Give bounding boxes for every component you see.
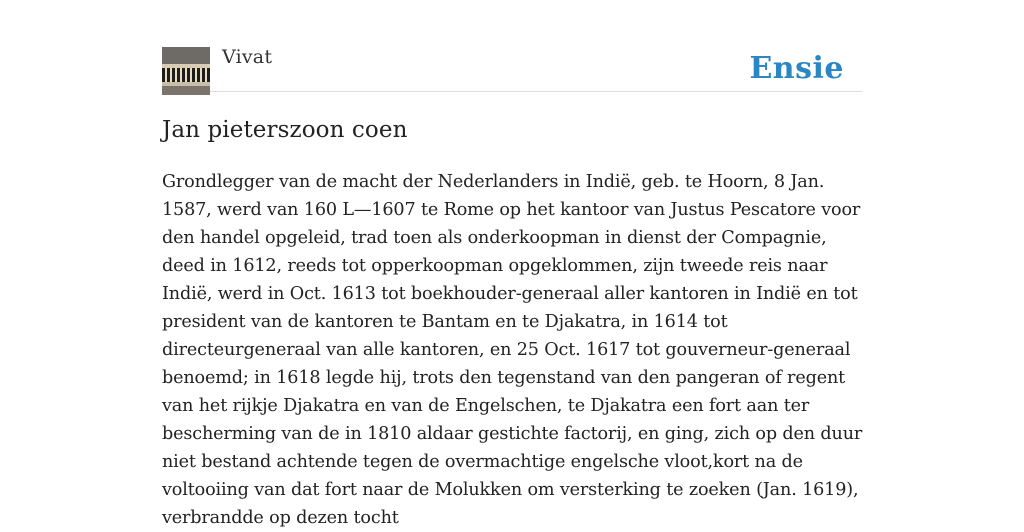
article-body: Grondlegger van de macht der Nederlanders in Indië, geb. te Hoorn, 8 Jan. 1587, werd van 160 L—1607 te Rome op het kantoor van Justus Pescatore voor den handel opgeleid, trad toen als onderkoopman in dienst der Compagnie, deed in 1612, reeds tot opperkoopman opgeklommen, zijn tweede reis naar Indië, werd in Oct. 1613 tot boekhouder-generaal aller kantoren in Indië en tot president van de kantoren te Bantam en te Djakatra, in 1614 tot directeurgeneraal van alle kantoren, en 25 Oct. 1617 tot gouverneur-generaal benoemd; in 1618 legde hij, trots den tegenstand van den pangeran of regent van het rijkje Djakatra en van de Engelschen, te Djakatra een fort aan ter bescherming van de in 1810 aldaar gestichte factorij, en ging, zich op den duur niet bestand achtende tegen de overmachtige engelsche vloot,kort na de voltooiing van dat fort naar de Molukken om versterking te zoeken (Jan. 1619), verbrandde op dezen tocht (162, 172, 863, 528)
article-page (162, 0, 863, 528)
book-spines-avatar-icon (162, 47, 210, 95)
article-title: Jan pieterszoon coen (162, 117, 408, 143)
author-name[interactable]: Vivat (222, 46, 273, 68)
site-logo[interactable]: Ensie (749, 51, 844, 86)
page-header (162, 0, 862, 92)
author-avatar[interactable] (162, 47, 210, 95)
